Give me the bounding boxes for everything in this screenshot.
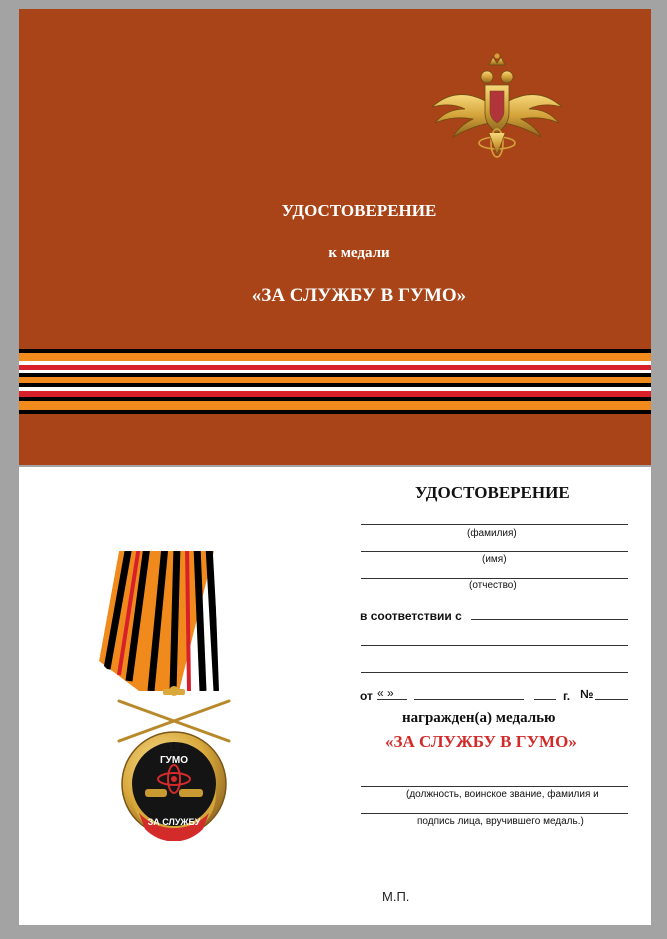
position-hint-1: (должность, воинское звание, фамилия и xyxy=(406,789,599,800)
year-line xyxy=(534,699,556,700)
from-label: от xyxy=(360,689,373,703)
certificate-inner-page xyxy=(19,467,651,925)
patronymic-hint: (отчество) xyxy=(469,580,517,591)
accordance-line xyxy=(471,619,628,620)
date-quotes: « » xyxy=(377,686,394,700)
cover-subtitle: к медали xyxy=(328,245,390,261)
certificate-cover xyxy=(19,9,651,465)
accordance-line-3 xyxy=(361,672,628,673)
year-label: г. xyxy=(563,689,571,703)
cover-title: УДОСТОВЕРЕНИЕ xyxy=(281,201,437,220)
accordance-line-2 xyxy=(361,645,628,646)
number-label: № xyxy=(580,687,594,701)
inner-title: УДОСТОВЕРЕНИЕ xyxy=(415,483,570,502)
inner-medal-name: «ЗА СЛУЖБУ В ГУМО» xyxy=(385,732,577,751)
position-line-1 xyxy=(361,786,628,787)
day-line xyxy=(377,699,407,700)
position-line-2 xyxy=(361,813,628,814)
surname-hint: (фамилия) xyxy=(467,528,517,539)
medal-number: 12 xyxy=(167,742,181,754)
month-line xyxy=(414,699,524,700)
surname-line xyxy=(361,524,628,525)
cover-medal-name: «ЗА СЛУЖБУ В ГУМО» xyxy=(251,285,467,306)
position-hint-2: подпись лица, вручившего медаль.) xyxy=(417,816,584,827)
number-line xyxy=(595,699,628,700)
awarded-label: награжден(а) медалью xyxy=(402,710,556,726)
patronymic-line xyxy=(361,578,628,579)
medal-motto: ЗА СЛУЖБУ xyxy=(147,817,201,827)
name-hint: (имя) xyxy=(482,554,507,565)
medal-with-ribbon-icon xyxy=(99,551,249,841)
name-line xyxy=(361,551,628,552)
accordance-label: в соответствии с xyxy=(360,609,462,623)
seal-label: М.П. xyxy=(382,889,410,904)
double-headed-eagle-emblem-icon xyxy=(427,51,567,161)
cover-ribbon-stripes xyxy=(19,349,651,415)
medal-org: ГУМО xyxy=(160,755,188,766)
